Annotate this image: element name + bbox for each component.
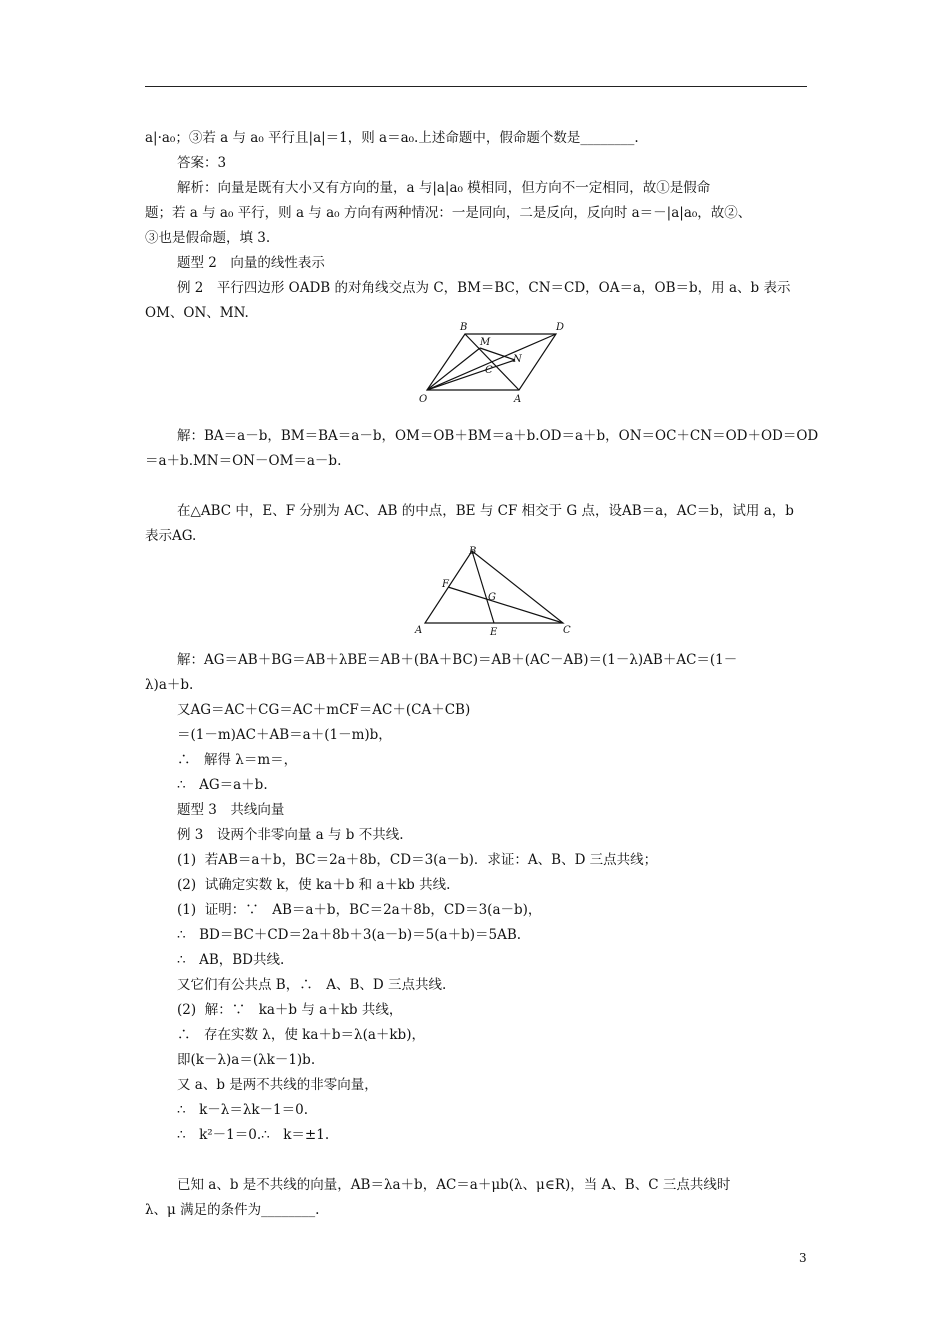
exercise-line-1: 已知 a、b 是不共线的向量，AB＝λa＋b，AC＝a＋μb(λ、μ∈R)，当 A、B、C 三点共线时 (177, 1177, 731, 1193)
label-C: C (563, 625, 571, 636)
solution2-line-5: ∴ 解得 λ＝m＝， (177, 752, 298, 768)
label-D: D (556, 322, 565, 333)
label-F: F (442, 579, 449, 590)
header-rule (145, 86, 807, 87)
solution-line-1: 解：BA＝a－b，BM＝BA＝a－b，OM＝OB＋BM＝a＋b.OD＝a＋b，ON＝OC＋CN＝OD＋OD＝OD (177, 428, 819, 444)
problem-line-1: 在△ABC 中，E、F 分别为 AC、AB 的中点，BE 与 CF 相交于 G 点，设AB＝a，AC＝b，试用 a，b (177, 503, 794, 519)
analysis-line-2: 题；若 a 与 a₀ 平行，则 a 与 a₀ 方向有两种情况：一是同向，二是反向，反向时 a＝－|a|a₀，故②、 (145, 205, 752, 221)
example-3-part-2: (2) 试确定实数 k，使 ka＋b 和 a＋kb 共线. (177, 877, 451, 893)
answer-line: 答案：3 (177, 155, 227, 171)
solution2-line-3: 又AG＝AC＋CG＝AC＋mCF＝AC＋(CA＋CB) (177, 702, 471, 718)
label-B: B (460, 322, 468, 333)
label-G: G (488, 592, 496, 603)
solve-line-6: ∴ k²－1＝0.∴ k＝±1. (177, 1127, 330, 1143)
text-line-1: a|·a₀；③若 a 与 a₀ 平行且|a|＝1，则 a＝a₀.上述命题中，假命题个数是________. (145, 130, 639, 146)
problem-line-2: 表示AG. (145, 528, 197, 544)
exercise-line-2: λ、μ 满足的条件为________. (145, 1202, 320, 1218)
example-2-line-2: OM、ON、MN. (145, 305, 249, 321)
analysis-line-1: 解析：向量是既有大小又有方向的量，a 与|a|a₀ 模相同，但方向不一定相同，故①是假命 (177, 180, 711, 196)
solution2-line-1: 解：AG＝AB＋BG＝AB＋λBE＝AB＋(BA＋BC)＝AB＋(AC－AB)＝(1－λ)AB＋AC＝(1－ (177, 652, 738, 668)
label-E: E (490, 627, 498, 638)
triangle-figure (410, 542, 580, 638)
label-M: M (480, 337, 491, 348)
solve-line-4: 又 a、b 是两不共线的非零向量， (177, 1077, 378, 1093)
proof-line-2: ∴ BD＝BC＋CD＝2a＋8b＋3(a－b)＝5(a＋b)＝5AB. (177, 927, 522, 943)
proof-line-1: (1) 证明：∵ AB＝a＋b，BC＝2a＋8b，CD＝3(a－b)， (177, 902, 542, 918)
solve-line-1: (2) 解：∵ ka＋b 与 a＋kb 共线， (177, 1002, 403, 1018)
section-heading-3: 题型 3 共线向量 (177, 802, 285, 818)
solution2-line-6: ∴ AG＝a＋b. (177, 777, 268, 793)
section-heading-2: 题型 2 向量的线性表示 (177, 255, 325, 271)
solution2-line-2: λ)a＋b. (145, 677, 194, 693)
page-number: 3 (799, 1251, 807, 1265)
solve-line-3: 即(k－λ)a＝(λk－1)b. (177, 1052, 316, 1068)
solution2-line-4: ＝(1－m)AC＋AB＝a＋(1－m)b， (177, 727, 392, 743)
solve-line-2: ∴ 存在实数 λ，使 ka＋b＝λ(a＋kb)， (177, 1027, 425, 1043)
analysis-line-3: ③也是假命题，填 3. (145, 230, 271, 246)
example-2-line-1: 例 2 平行四边形 OADB 的对角线交点为 C，BM＝BC，CN＝CD，OA＝a，OB＝b，用 a、b 表示 (177, 280, 791, 296)
label-O: O (419, 394, 428, 405)
solution-line-2: ＝a＋b.MN＝ON－OM＝a－b. (145, 453, 342, 469)
label-N: N (513, 354, 522, 365)
label-C: C (485, 365, 493, 376)
label-A: A (514, 394, 522, 405)
example-3-line-1: 例 3 设两个非零向量 a 与 b 不共线. (177, 827, 404, 843)
solve-line-5: ∴ k－λ＝λk－1＝0. (177, 1102, 309, 1118)
parallelogram-figure (410, 318, 575, 408)
proof-line-4: 又它们有公共点 B，∴ A、B、D 三点共线. (177, 977, 447, 993)
label-A: A (415, 625, 423, 636)
proof-line-3: ∴ AB，BD共线. (177, 952, 285, 968)
label-B: B (469, 546, 477, 557)
example-3-part-1: (1) 若AB＝a＋b，BC＝2a＋8b，CD＝3(a－b)．求证：A、B、D 三点共线； (177, 852, 658, 868)
